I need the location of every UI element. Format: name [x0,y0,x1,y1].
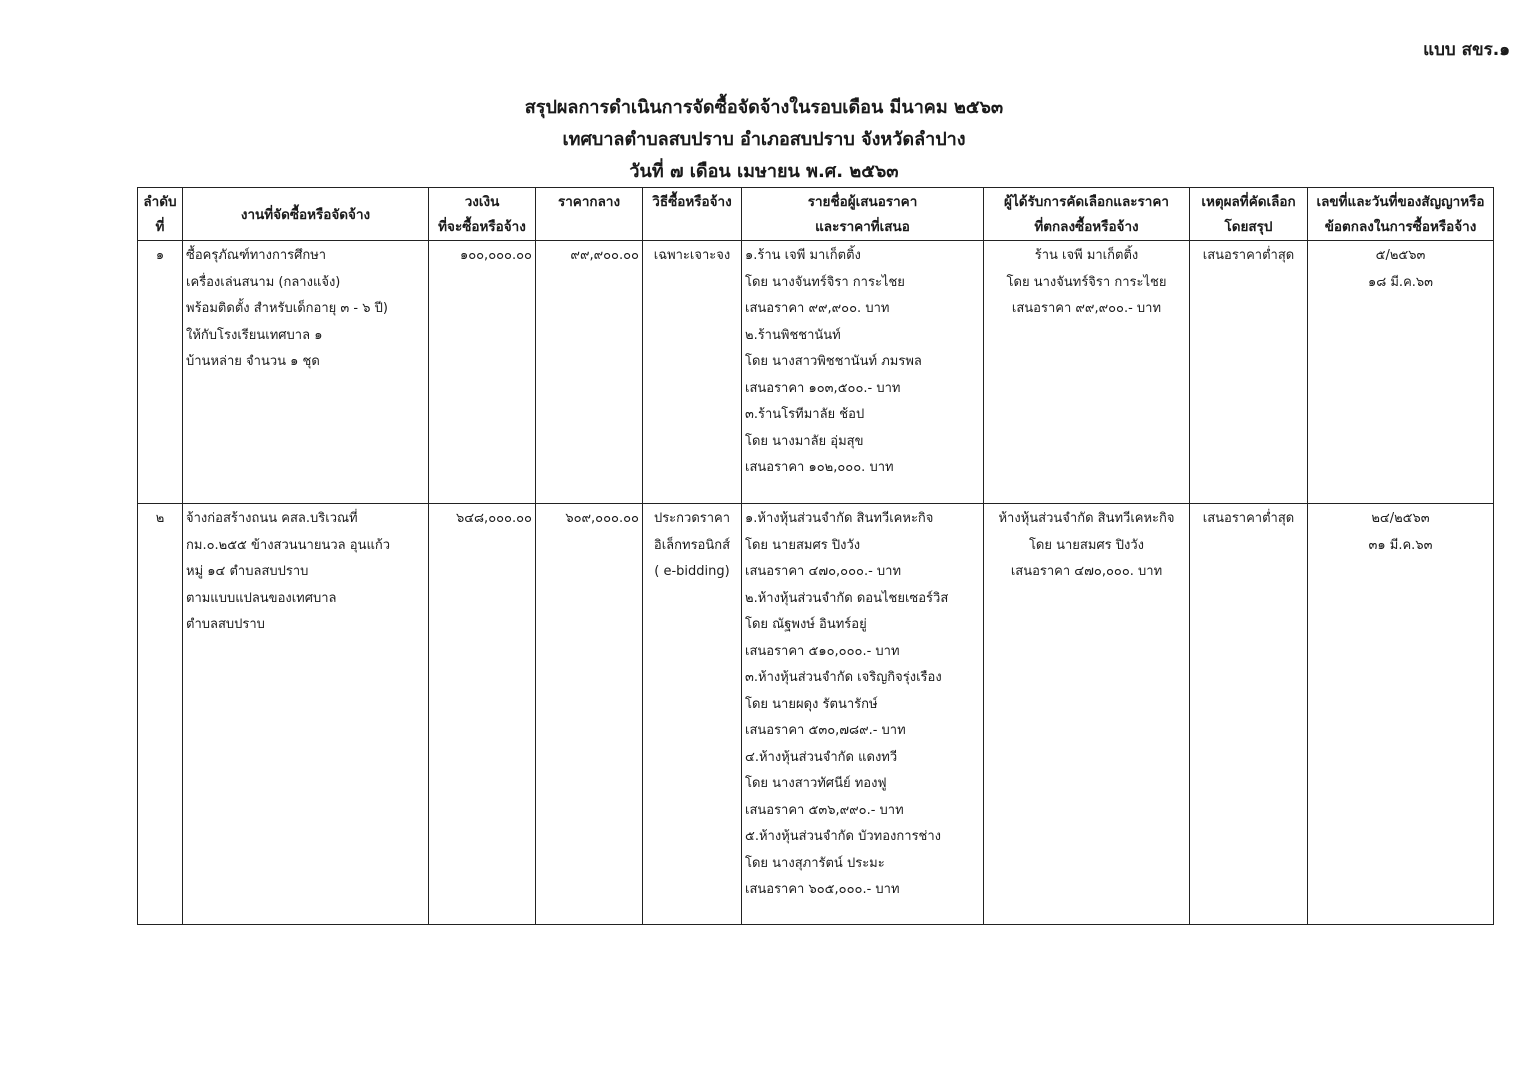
header-contract: เลขที่และวันที่ของสัญญาหรือ ข้อตกลงในการซื้อหรือจ้าง [1308,188,1494,241]
item-description: ซื้อครุภัณฑ์ทางการศึกษา เครื่องเล่นสนาม (กลางแจ้ง) พร้อมติดตั้ง สำหรับเด็กอายุ ๓ - ๖ ปี) ให้กับโรงเรียนเทศบาล ๑ บ้านหล่าย จำนวน ๑ ชุด [183,241,429,504]
header-budget: วงเงิน ที่จะซื้อหรือจ้าง [429,188,536,241]
header-no: ลำดับ ที่ [138,188,183,241]
procurement-table [137,187,1494,925]
contract-reference: ๒๔/๒๕๖๓ ๓๑ มี.ค.๖๓ [1308,504,1494,925]
form-code: แบบ สขร.๑ [1423,40,1510,60]
median-price: ๖๐๙,๐๐๐.๐๐ [536,504,643,925]
report-date-line: วันที่ ๗ เดือน เมษายน พ.ศ. ๒๕๖๓ [629,161,899,182]
table-row [138,504,1494,925]
budget-amount: ๖๔๘,๐๐๐.๐๐ [429,504,536,925]
header-winner: ผู้ได้รับการคัดเลือกและราคา ที่ตกลงซื้อหรือจ้าง [984,188,1190,241]
row-number: ๒ [138,504,183,925]
header-bidders: รายชื่อผู้เสนอราคา และราคาที่เสนอ [742,188,984,241]
header-reason: เหตุผลที่คัดเลือก โดยสรุป [1190,188,1308,241]
row-number: ๑ [138,241,183,504]
organization-line: เทศบาลตำบลสบปราบ อำเภอสบปราบ จังหวัดลำปาง [562,129,966,150]
procurement-method: เฉพาะเจาะจง [643,241,742,504]
selected-vendor: ห้างหุ้นส่วนจำกัด สินทวีเคหะกิจ โดย นายสมศร ปิงวัง เสนอราคา ๔๗๐,๐๐๐. บาท [984,504,1190,925]
item-description: จ้างก่อสร้างถนน คสล.บริเวณที่ กม.๐.๒๕๕ ข้างสวนนายนวล อุนแก้ว หมู่ ๑๔ ตำบลสบปราบ ตามแบบแปลนของเทศบาล ตำบลสบปราบ [183,504,429,925]
selection-reason: เสนอราคาต่ำสุด [1190,504,1308,925]
selected-vendor: ร้าน เจพี มาเก็ตติ้ง โดย นางจันทร์จิรา การะไชย เสนอราคา ๙๙,๙๐๐.- บาท [984,241,1190,504]
document-title: สรุปผลการดำเนินการจัดซื้อจัดจ้างในรอบเดือน มีนาคม ๒๕๖๓ [524,97,1004,118]
procurement-table-wrapper [137,187,1494,925]
header-median-price: ราคากลาง [536,188,643,241]
document-title-block [0,92,1528,188]
bidders-list: ๑.ร้าน เจพี มาเก็ตติ้ง โดย นางจันทร์จิรา การะไชย เสนอราคา ๙๙,๙๐๐. บาท ๒.ร้านพิชชานันท์ โดย นางสาวพิชชานันท์ ภมรพล เสนอราคา ๑๐๓,๕๐๐.- บาท ๓.ร้านโรทีมาลัย ช้อป โดย นางมาลัย อุ่มสุข เสนอราคา ๑๐๒,๐๐๐. บาท [742,241,984,504]
contract-reference: ๕/๒๕๖๓ ๑๘ มี.ค.๖๓ [1308,241,1494,504]
table-header-row [138,188,1494,241]
header-item: งานที่จัดซื้อหรือจัดจ้าง [183,188,429,241]
table-row [138,241,1494,504]
median-price: ๙๙,๙๐๐.๐๐ [536,241,643,504]
procurement-method: ประกวดราคา อิเล็กทรอนิกส์ ( e-bidding) [643,504,742,925]
budget-amount: ๑๐๐,๐๐๐.๐๐ [429,241,536,504]
header-method: วิธีซื้อหรือจ้าง [643,188,742,241]
selection-reason: เสนอราคาต่ำสุด [1190,241,1308,504]
bidders-list: ๑.ห้างหุ้นส่วนจำกัด สินทวีเคหะกิจ โดย นายสมศร ปิงวัง เสนอราคา ๔๗๐,๐๐๐.- บาท ๒.ห้างหุ้นส่วนจำกัด ดอนไชยเซอร์วิส โดย ณัฐพงษ์ อินทร์อยู่ เสนอราคา ๕๑๐,๐๐๐.- บาท ๓.ห้างหุ้นส่วนจำกัด เจริญกิจรุ่งเรือง โดย นายผดุง รัตนารักษ์ เสนอราคา ๕๓๐,๗๘๙.- บาท ๔.ห้างหุ้นส่วนจำกัด แดงทวี โดย นางสาวทัศนีย์ ทองฟู เสนอราคา ๕๓๖,๙๙๐.- บาท ๕.ห้างหุ้นส่วนจำกัด บัวทองการช่าง โดย นางสุภารัตน์ ประมะ เสนอราคา ๖๐๕,๐๐๐.- บาท [742,504,984,925]
